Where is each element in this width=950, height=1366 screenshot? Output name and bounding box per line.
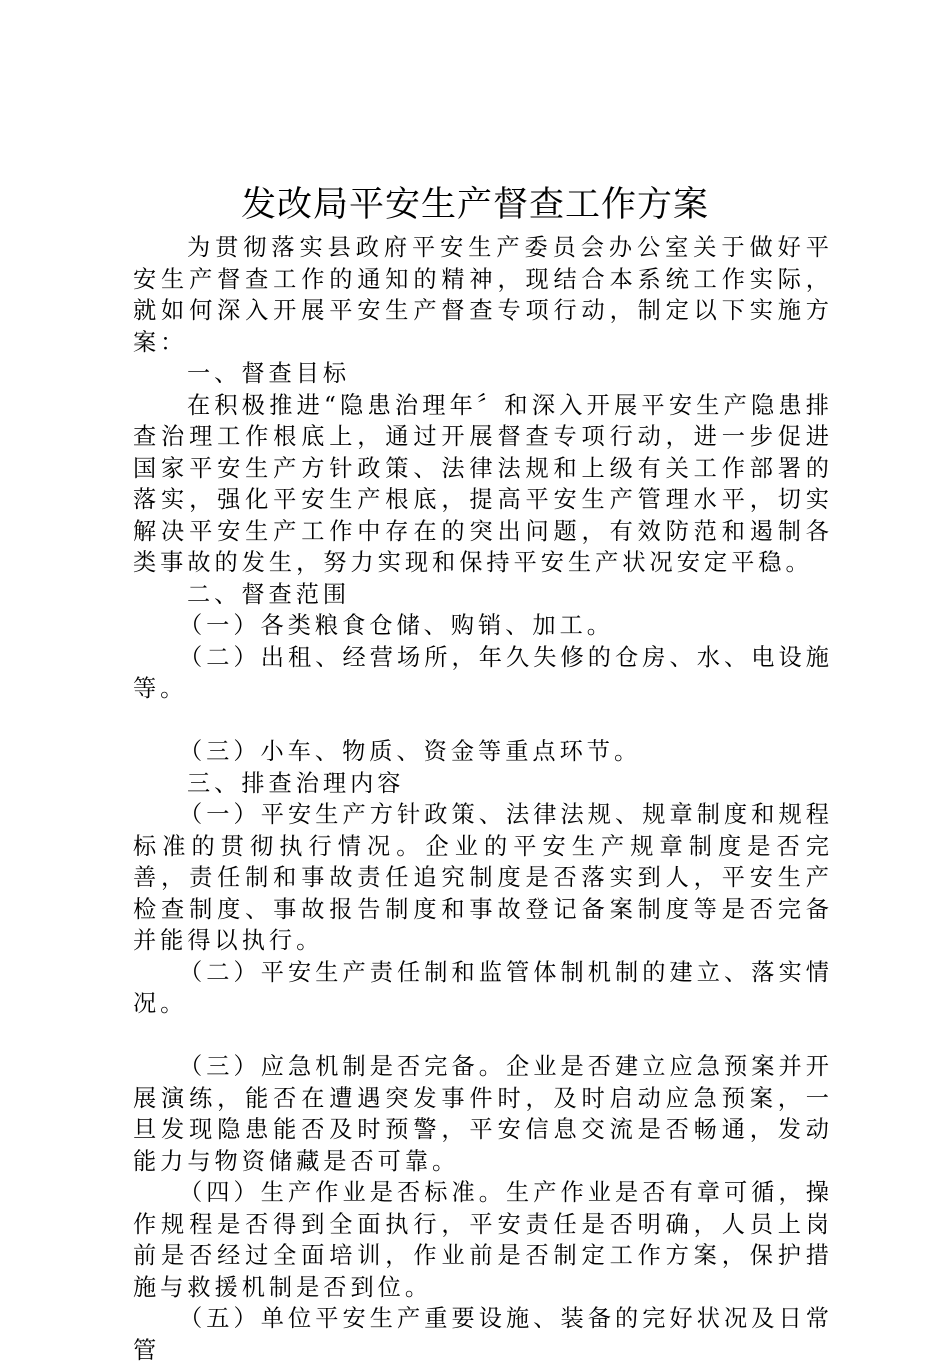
document-title: 发改局平安生产督查工作方案 — [240, 185, 709, 225]
content-item-2: （二）平安生产责任制和监管体制机制的建立、落实情况。 — [133, 958, 833, 1017]
content-item-1: （一）平安生产方针政策、法律法规、规章制度和规程标准的贯彻执行情况。企业的平安生产规章制度是否完善，责任制和事故责任追究制度是否落实到人，平安生产检查制度、事故报告制度和事故登记备案制度等是否完备并能得以执行。 — [133, 801, 833, 954]
section-heading-content: 三、排查治理内容 — [187, 769, 405, 797]
section-heading-goals: 一、督查目标 — [187, 360, 351, 387]
document-body — [133, 232, 833, 1366]
content-item-3: （三）应急机制是否完备。企业是否建立应急预案并开展演练，能否在遭遇突发事件时，及时启动应急预案，一旦发现隐患能否及时预警，平安信息交流是否畅通，发动能力与物资储藏是否可靠。 — [133, 1053, 833, 1175]
section-heading-scope: 二、督查范围 — [187, 580, 351, 608]
blank-line — [133, 705, 833, 737]
scope-item-2: （二）出租、经营场所，年久失修的仓房、水、电设施等。 — [133, 643, 833, 702]
scope-item-1: （一）各类粮食仓储、购销、加工。 — [179, 612, 614, 639]
scope-item-3: （三）小车、物质、资金等重点环节。 — [179, 738, 642, 765]
goals-paragraph: 在积极推进“隐患治理年〞和深入开展平安生产隐患排查治理工作根底上，通过开展督查专项行动，进一步促进国家平安生产方针政策、法律法规和上级有关工作部署的落实，强化平安生产根底，提高平安生产管理水平，切实解决平安生产工作中存在的突出问题，有效防范和遏制各类事故的发生，努力实现和保持平安生产状况安定平稳。 — [133, 391, 833, 576]
content-item-4: （四）生产作业是否标准。生产作业是否有章可循，操作规程是否得到全面执行，平安责任是否明确，人员上岗前是否经过全面培训，作业前是否制定工作方案，保护措施与救援机制是否到位。 — [133, 1179, 833, 1301]
blank-line — [133, 1020, 833, 1052]
intro-paragraph: 为贯彻落实县政府平安生产委员会办公室关于做好平安生产督查工作的通知的精神，现结合本系统工作实际，就如何深入开展平安生产督查专项行动，制定以下实施方案： — [133, 234, 833, 356]
content-item-5: （五）单位平安生产重要设施、装备的完好状况及日常管 — [133, 1305, 833, 1364]
